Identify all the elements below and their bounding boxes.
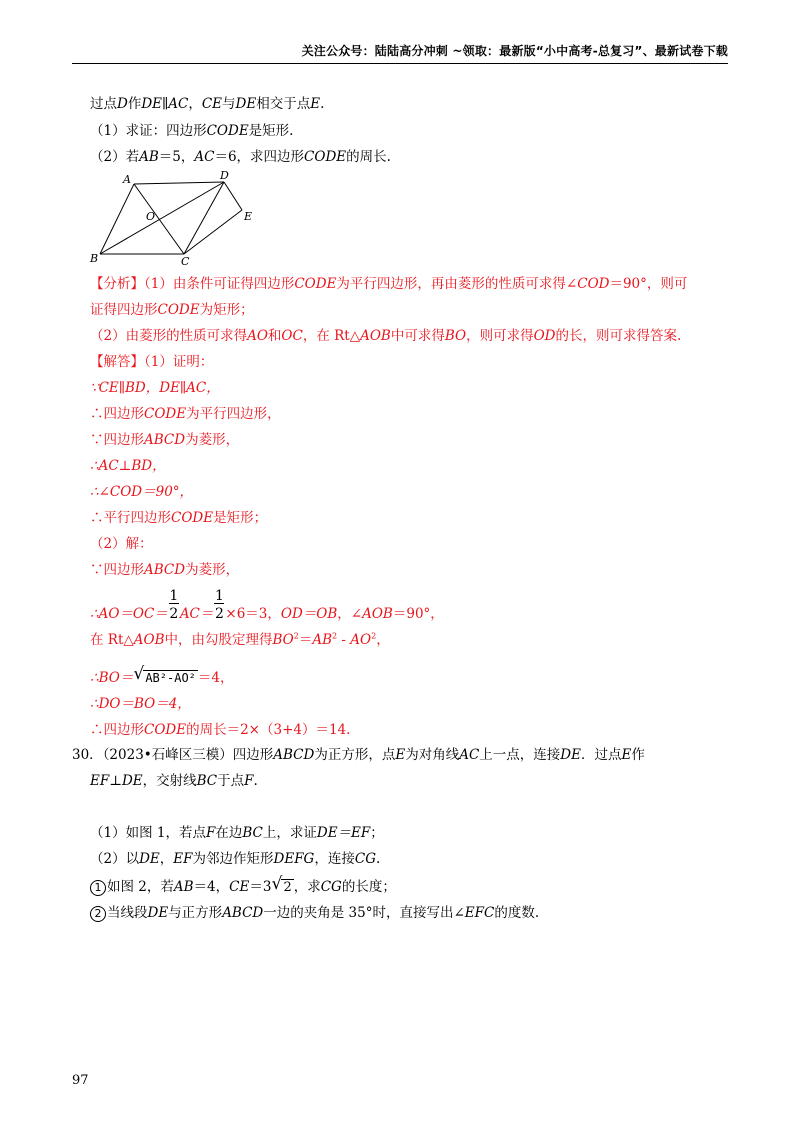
rhombus-figure xyxy=(88,170,260,266)
question-2: （2）若AB＝5，AC＝6，求四边形CODE的周长. xyxy=(90,149,391,165)
square-root: √ 2 xyxy=(271,874,292,895)
solution-step: ∵CE∥BD，DE∥AC， xyxy=(90,380,220,396)
question-1: （1）求证：四边形CODE是矩形. xyxy=(90,123,294,139)
solution-step: ∵四边形ABCD为菱形， xyxy=(90,432,240,448)
analysis-line-1: 【分析】（1）由条件可证得四边形CODE为平行四边形，再由菱形的性质可求得∠COD＝90°，则可 xyxy=(90,276,688,292)
solution-step-fraction: ∴AO＝OC＝ $\frac{1}{2}AC=$ $\frac{1}{2}\times 6=3$，OD＝OB，∠AOB＝90°， xyxy=(90,588,444,622)
problem-30-line-1: 30．（2023•石峰区三模）四边形ABCD为正方形，点E为对角线AC上一点，连接DE．过点E作 xyxy=(72,747,645,763)
solution-step-pythagoras: 在 Rt△AOB中，由勾股定理得$BO^2=AB^2 - AO^2$， xyxy=(90,631,390,648)
problem-30-question-2: （2）以DE，EF为邻边作矩形DEFG，连接CG. xyxy=(90,851,381,867)
circled-number: 2 xyxy=(90,906,106,922)
solution-step: ∴DO＝BO＝4， xyxy=(90,696,191,712)
label-O: O xyxy=(146,210,156,223)
solution-heading: 【解答】（1）证明： xyxy=(90,354,214,370)
label-E: E xyxy=(244,210,253,223)
solution-step: ∴平行四边形CODE是矩形； xyxy=(90,510,268,526)
intro-line: 过点D作DE∥AC，CE与DE相交于点E. xyxy=(90,96,325,112)
problem-30-subquestion-1: 1 如图 2，若AB＝4，CE＝3 √ 2 ，求CG的长度； xyxy=(90,877,396,898)
circled-number: 1 xyxy=(90,880,106,896)
label-C: C xyxy=(181,255,190,266)
solution-step: ∴AC⊥BD， xyxy=(90,458,166,474)
page-header: 关注公众号：陆陆高分冲刺 ~领取：最新版“小中高考-总复习”、最新试卷下载 xyxy=(301,44,728,58)
square-root: √ AB²-AO² xyxy=(133,664,196,685)
solution-step: ∵四边形ABCD为菱形， xyxy=(90,562,240,578)
fraction-half: $\frac{1}{2}$ xyxy=(214,588,224,622)
page-number: 97 xyxy=(72,1073,89,1088)
problem-30-line-2: EF⊥DE，交射线BC于点F. xyxy=(90,773,258,789)
solution-step-sqrt: ∴BO＝ √ AB²-AO² ＝4， xyxy=(90,664,234,686)
solution-step: ∴四边形CODE为平行四边形， xyxy=(90,406,281,422)
fraction-half: $\frac{1}{2}$ xyxy=(169,588,179,622)
solution-part-2: （2）解： xyxy=(90,536,153,552)
analysis-line-3: （2）由菱形的性质可求得AO和OC，在 Rt△AOB中可求得BO，则可求得OD的长，则可求得答案. xyxy=(90,328,682,344)
label-D: D xyxy=(220,170,229,182)
header-rule xyxy=(72,63,728,64)
analysis-line-2: 证得四边形CODE为矩形； xyxy=(90,302,254,318)
label-A: A xyxy=(123,173,131,186)
problem-30-subquestion-2: 2 当线段DE与正方形ABCD一边的夹角是 35°时，直接写出∠EFC的度数. xyxy=(90,903,539,923)
solution-step: ∴∠COD＝90°， xyxy=(90,484,194,500)
problem-30-question-1: （1）如图 1，若点F在边BC上，求证DE＝EF； xyxy=(90,825,384,841)
solution-step: ∴四边形CODE的周长＝2×（3+4）＝14. xyxy=(90,722,351,738)
label-B: B xyxy=(90,252,99,265)
